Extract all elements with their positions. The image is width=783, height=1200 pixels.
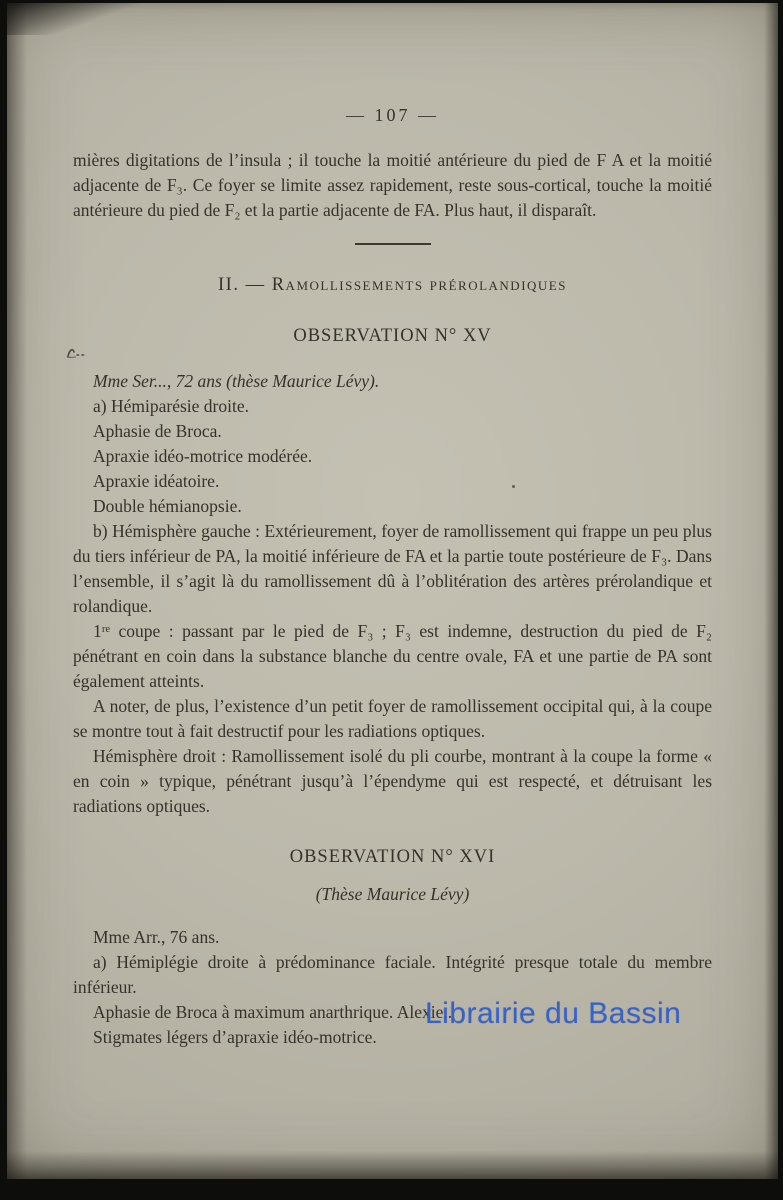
clinical-sign-item: Apraxie idéatoire.	[93, 471, 220, 491]
clinical-sign-item: Aphasie de Broca.	[93, 421, 222, 441]
opening-paragraph: mières digitations de l’insula ; il touche la moitié antérieure du pied de F A et la moitié adjacente de F₃. Ce foyer se limite assez rapidement, reste sous-cortical, touche la moitié antérieure du pied de F₂ et la partie adjacente de FA. Plus haut, il disparaît.	[73, 150, 712, 220]
observation-xvi-title: OBSERVATION N° XVI	[289, 847, 496, 867]
paragraph-hemisphere-droit: Hémisphère droit : Ramollissement isolé du pli courbe, montrant à la coupe la forme « en coin » typique, pénétrant jusqu’à l’épendyme qui est respecté, et détruisant les radiations optiques.	[73, 746, 712, 816]
page-number: — 107 —	[346, 105, 439, 125]
section-heading: II. — Ramollissements prérolandiques	[218, 275, 567, 295]
paragraph-foyer-occipital: A noter, de plus, l’existence d’un petit foyer de ramollissement occipital qui, à la coupe se montre tout à fait destructif pour les radiations optiques.	[73, 696, 712, 741]
page-edge-shadow-bottom	[7, 1151, 778, 1179]
patient-line: a) Hémiplégie droite à prédominance faciale. Intégrité presque totale du membre inférieur.	[73, 952, 712, 997]
page-corner-shadow	[7, 3, 167, 35]
ink-smudge	[65, 345, 89, 361]
patient-line: Mme Arr., 76 ans.	[93, 927, 220, 947]
paragraph-hemisphere-gauche: b) Hémisphère gauche : Extérieurement, foyer de ramollissement qui frappe un peu plus du tiers inférieur de PA, la moitié inférieure de FA et la partie toute postérieure de F₃. Dans l’ensemble, il s’agit là du ramollissement dû à l’oblitération des artères prérolandique et rolandique.	[73, 521, 712, 616]
section-divider-rule	[355, 243, 431, 245]
clinical-sign-item: Double hémianopsie.	[93, 496, 242, 516]
observation-xvi-subtitle: (Thèse Maurice Lévy)	[315, 884, 470, 904]
observation-xvi-body	[73, 925, 712, 1050]
paper-speck	[512, 485, 515, 488]
clinical-sign-item: a) Hémiparésie droite.	[93, 396, 249, 416]
book-page	[7, 3, 778, 1179]
observation-xv-title: OBSERVATION N° XV	[293, 326, 492, 346]
paragraph-premiere-coupe: 1ʳᵉ coupe : passant par le pied de F₃ ; F₃ est indemne, destruction du pied de F₂ pénétrant en coin dans la substance blanche du centre ovale, FA et une partie de PA sont également atteints.	[73, 621, 712, 691]
patient-line: Aphasie de Broca à maximum anarthrique. Alexie..	[93, 1002, 453, 1022]
bookseller-watermark: Librairie du Bassin	[425, 997, 682, 1030]
page-content	[7, 103, 778, 1050]
clinical-sign-item: Apraxie idéo-motrice modérée.	[93, 446, 313, 466]
observation-xv-intro: Mme Ser..., 72 ans (thèse Maurice Lévy).	[93, 371, 380, 391]
patient-line: Stigmates légers d’apraxie idéo-motrice.	[93, 1027, 377, 1047]
